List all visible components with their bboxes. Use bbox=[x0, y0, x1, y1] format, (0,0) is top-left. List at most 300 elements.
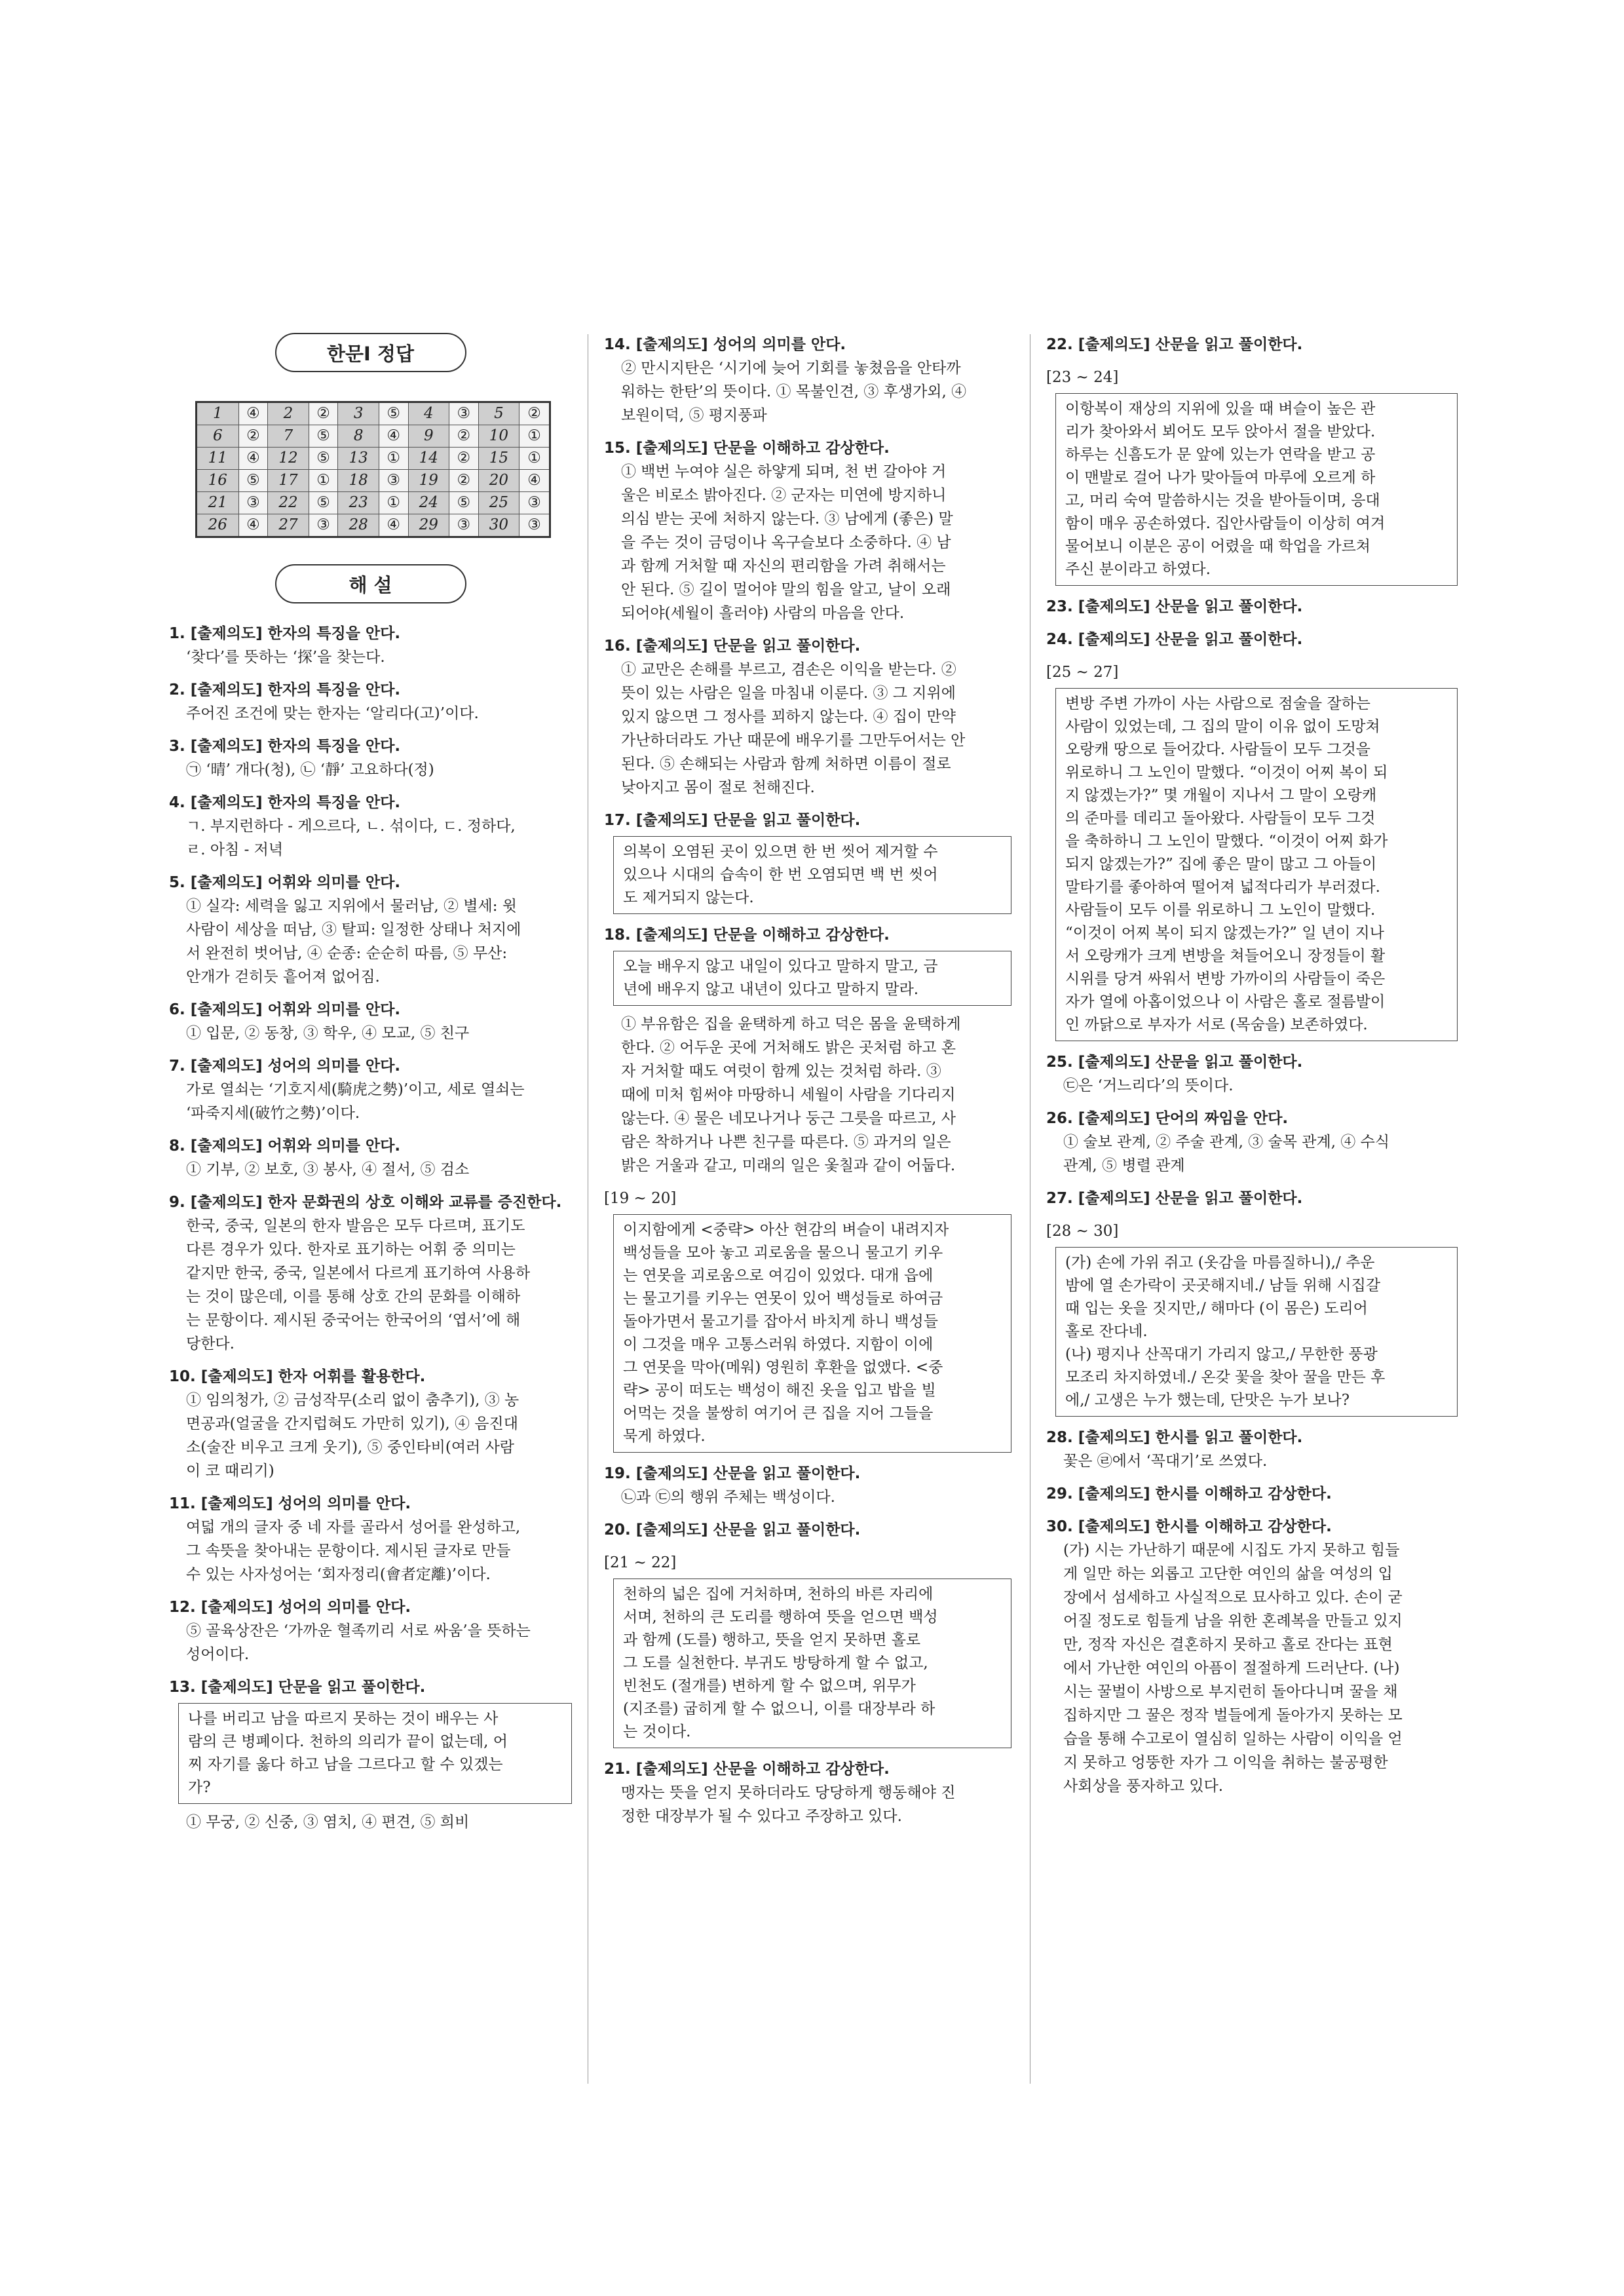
question-heading: 8. [출제의도] 어휘와 의미를 안다. bbox=[169, 1138, 401, 1155]
question-heading: 27. [출제의도] 산문을 읽고 풀이한다. bbox=[1046, 1190, 1303, 1207]
commentary-item bbox=[1046, 628, 1458, 651]
commentary-item bbox=[1046, 333, 1458, 356]
explanation-line: 워하는 한탄’의 뜻이다. ① 목불인견, ③ 후생가외, ④ bbox=[621, 383, 967, 400]
question-heading: 21. [출제의도] 산문을 이해하고 감상한다. bbox=[604, 1761, 890, 1778]
question-heading: 13. [출제의도] 단문을 읽고 풀이한다. bbox=[169, 1679, 426, 1696]
answer-choice: ⑤ bbox=[379, 402, 408, 425]
explanation-line: 이 코 때리기) bbox=[186, 1463, 274, 1480]
commentary-item bbox=[1046, 1482, 1458, 1506]
translation-line: 리가 찾아와서 뵈어도 모두 앉아서 절을 받았다. bbox=[1065, 423, 1376, 440]
commentary-item bbox=[1046, 660, 1458, 1041]
explanation-line: ① 실각: 세력을 잃고 지위에서 물러남, ② 별세: 윗 bbox=[186, 898, 518, 915]
explanation-text bbox=[1046, 1074, 1458, 1098]
answer-choice: ④ bbox=[379, 514, 408, 537]
explanation-line: 수 있는 사자성어는 ‘회자정리(會者定離)’이다. bbox=[186, 1566, 491, 1583]
translation-line: 인 까닭으로 부자가 서로 (목숨을) 보존하였다. bbox=[1065, 1016, 1368, 1033]
answer-choice: ③ bbox=[519, 514, 550, 537]
question-number: 26 bbox=[197, 514, 239, 537]
question-number: 8 bbox=[338, 425, 379, 448]
translation-line: 그 연못을 막아(메워) 영원히 후환을 없앴다. <중 bbox=[623, 1359, 943, 1376]
answer-choice: ① bbox=[519, 448, 550, 470]
answer-choice: ② bbox=[519, 402, 550, 425]
translation-line: 있으나 시대의 습속이 한 번 오염되면 백 번 씻어 bbox=[623, 866, 938, 883]
explanation-line: ① 교만은 손해를 부르고, 겸손은 이익을 받는다. ② bbox=[621, 661, 956, 678]
explanation-line: ⑤ 골육상잔은 ‘가까운 혈족끼리 서로 싸움’을 뜻하는 bbox=[186, 1622, 531, 1639]
explanation-line: ㉠ ‘晴’ 개다(청), ㉡ ‘靜’ 고요하다(정) bbox=[186, 761, 434, 778]
explanation-line: ㄹ. 아침 - 저녁 bbox=[186, 841, 284, 858]
question-heading: 9. [출제의도] 한자 문화권의 상호 이해와 교류를 증진한다. bbox=[169, 1194, 562, 1211]
explanation-line: 서 완전히 벗어남, ④ 순종: 순순히 따름, ⑤ 무산: bbox=[186, 945, 508, 962]
commentary-item bbox=[604, 1518, 1011, 1542]
translation-box bbox=[613, 1578, 1011, 1748]
explanation-line: ① 기부, ② 보호, ③ 봉사, ④ 절서, ⑤ 검소 bbox=[186, 1161, 470, 1178]
explanation-line: 는 문항이다. 제시된 중국어는 한국어의 ‘엽서’에 해 bbox=[186, 1312, 521, 1329]
page-title: 한문Ⅰ 정답 bbox=[275, 333, 466, 372]
answer-choice: ① bbox=[379, 492, 408, 514]
explanation-line: ① 입문, ② 동창, ③ 학우, ④ 모교, ⑤ 친구 bbox=[186, 1025, 470, 1042]
answer-choice: ③ bbox=[238, 492, 268, 514]
explanation-line: ㉡과 ㉢의 행위 주체는 백성이다. bbox=[621, 1489, 835, 1506]
question-heading: 23. [출제의도] 산문을 읽고 풀이한다. bbox=[1046, 598, 1303, 615]
explanation-line: 된다. ⑤ 손해되는 사람과 함께 처하면 이름이 절로 bbox=[621, 756, 951, 773]
answer-choice: ② bbox=[238, 425, 268, 448]
explanation-line: 같지만 한국, 중국, 일본에서 다르게 표기하여 사용하 bbox=[186, 1265, 531, 1282]
translation-line: (나) 평지나 산꼭대기 가리지 않고,/ 무한한 풍광 bbox=[1065, 1346, 1378, 1363]
translation-line: 돌아가면서 물고기를 잡아서 바치게 하니 백성들 bbox=[623, 1313, 938, 1330]
explanation-line: 한다. ② 어두운 곳에 거처해도 밝은 곳처럼 하고 혼 bbox=[621, 1039, 956, 1056]
explanation-line: 에서 가난한 여인의 아픔이 절절하게 드러난다. (나) bbox=[1063, 1660, 1400, 1677]
question-heading: 15. [출제의도] 단문을 이해하고 감상한다. bbox=[604, 440, 890, 457]
answer-choice: ② bbox=[449, 425, 479, 448]
translation-line: 백성들을 모아 놓고 괴로움을 물으니 물고기 키우 bbox=[623, 1244, 943, 1261]
question-number: 9 bbox=[408, 425, 449, 448]
question-number: 24 bbox=[408, 492, 449, 514]
question-heading: 10. [출제의도] 한자 어휘를 활용한다. bbox=[169, 1368, 426, 1385]
answer-table bbox=[195, 401, 551, 538]
translation-line: 는 것이다. bbox=[623, 1723, 691, 1740]
translation-line: 나를 버리고 남을 따르지 못하는 것이 배우는 사 bbox=[188, 1710, 499, 1727]
question-number: 27 bbox=[268, 514, 309, 537]
question-heading: 17. [출제의도] 단문을 읽고 풀이한다. bbox=[604, 812, 861, 829]
commentary-item bbox=[604, 1757, 1011, 1828]
answer-choice: ② bbox=[309, 402, 338, 425]
explanation-line: 성어이다. bbox=[186, 1646, 250, 1663]
question-heading: 3. [출제의도] 한자의 특징을 안다. bbox=[169, 738, 401, 755]
translation-line: 이항복이 재상의 지위에 있을 때 벼슬이 높은 관 bbox=[1065, 400, 1376, 417]
answer-choice: ① bbox=[309, 470, 338, 492]
explanation-text bbox=[169, 1810, 572, 1834]
question-heading: 16. [출제의도] 단문을 읽고 풀이한다. bbox=[604, 638, 861, 655]
explanation-line: 때에 미처 힘써야 마땅하니 세월이 사람을 기다리지 bbox=[621, 1086, 956, 1103]
translation-box bbox=[613, 951, 1011, 1006]
answer-choice: ④ bbox=[238, 514, 268, 537]
explanation-text bbox=[169, 758, 572, 782]
explanation-line: 울은 비로소 밝아진다. ② 군자는 미연에 방지하니 bbox=[621, 487, 947, 504]
question-number: 23 bbox=[338, 492, 379, 514]
translation-line: 오랑캐 땅으로 들어갔다. 사람들이 모두 그것을 bbox=[1065, 741, 1371, 758]
explanation-line: 람은 착하거나 나쁜 친구를 따른다. ⑤ 과거의 일은 bbox=[621, 1134, 951, 1151]
answer-choice: ③ bbox=[379, 470, 408, 492]
question-number: 1 bbox=[197, 402, 239, 425]
explanation-line: 맹자는 뜻을 얻지 못하더라도 당당하게 행동해야 진 bbox=[621, 1784, 956, 1801]
commentary-item bbox=[169, 998, 572, 1045]
question-number: 13 bbox=[338, 448, 379, 470]
translation-line: 변방 주변 가까이 사는 사람으로 점술을 잘하는 bbox=[1065, 695, 1371, 712]
answer-row bbox=[197, 448, 550, 470]
question-number: 4 bbox=[408, 402, 449, 425]
commentary-list-middle bbox=[604, 333, 1011, 1828]
passage-range: [28 ~ 30] bbox=[1046, 1223, 1119, 1240]
explanation-line: ① 임의청가, ② 금성작무(소리 없이 춤추기), ③ 농 bbox=[186, 1392, 519, 1409]
commentary-item bbox=[1046, 1515, 1458, 1798]
answer-choice: ③ bbox=[449, 514, 479, 537]
question-number: 7 bbox=[268, 425, 309, 448]
question-heading: 2. [출제의도] 한자의 특징을 안다. bbox=[169, 681, 401, 698]
commentary-item bbox=[604, 634, 1011, 799]
translation-line: 오늘 배우지 않고 내일이 있다고 말하지 말고, 금 bbox=[623, 958, 938, 975]
commentary-item bbox=[1046, 1426, 1458, 1473]
explanation-line: 습을 통해 수고로이 열심히 일하는 사람이 이익을 얻 bbox=[1063, 1731, 1403, 1748]
answer-choice: ② bbox=[449, 470, 479, 492]
explanation-line: 을 주는 것이 금덩이나 옥구슬보다 소중하다. ④ 남 bbox=[621, 534, 951, 551]
translation-line: 시위를 당겨 싸워서 변방 가까이의 사람들이 죽은 bbox=[1065, 970, 1386, 987]
explanation-line: 안개가 걷히듯 흩어져 없어짐. bbox=[186, 968, 380, 985]
translation-line: 홀로 잔다네. bbox=[1065, 1323, 1148, 1340]
question-number: 2 bbox=[268, 402, 309, 425]
translation-line: 고, 머리 숙여 말씀하시는 것을 받아들이며, 응대 bbox=[1065, 492, 1380, 509]
passage-range: [25 ~ 27] bbox=[1046, 664, 1119, 681]
commentary-item bbox=[1046, 1219, 1458, 1417]
commentary-item bbox=[604, 1187, 1011, 1453]
question-heading: 25. [출제의도] 산문을 읽고 풀이한다. bbox=[1046, 1054, 1303, 1071]
explanation-line: ① 무궁, ② 신중, ③ 염치, ④ 편견, ⑤ 희비 bbox=[186, 1814, 470, 1831]
answer-choice: ③ bbox=[449, 402, 479, 425]
answer-choice: ④ bbox=[379, 425, 408, 448]
translation-line: 말타기를 좋아하여 떨어져 넓적다리가 부러졌다. bbox=[1065, 879, 1380, 896]
translation-box bbox=[613, 1214, 1011, 1453]
commentary-item bbox=[1046, 366, 1458, 586]
explanation-line: ① 백번 누여야 실은 하얗게 되며, 천 번 갈아야 거 bbox=[621, 463, 947, 480]
explanation-line: 한국, 중국, 일본의 한자 발음은 모두 다르며, 표기도 bbox=[186, 1217, 525, 1234]
translation-line: 자가 열에 아홉이었으나 이 사람은 홀로 절름발이 bbox=[1065, 993, 1386, 1010]
commentary-item bbox=[1046, 1107, 1458, 1177]
commentary-item bbox=[604, 1462, 1011, 1509]
question-heading: 18. [출제의도] 단문을 이해하고 감상한다. bbox=[604, 927, 890, 944]
explanation-line: 게 일만 하는 외롭고 고단한 여인의 삶을 여성의 입 bbox=[1063, 1565, 1393, 1582]
explanation-line: 어질 정도로 힘들게 남을 위한 혼례복을 만들고 있지 bbox=[1063, 1613, 1403, 1630]
explanation-text bbox=[604, 356, 1011, 427]
translation-line: 지 않겠는가?” 몇 개월이 지나서 그 말이 오랑캐 bbox=[1065, 787, 1377, 804]
translation-line: 는 연못을 괴로움으로 여김이 있었다. 대개 읍에 bbox=[623, 1267, 934, 1284]
translation-box bbox=[1055, 1247, 1458, 1417]
explanation-text bbox=[169, 1022, 572, 1045]
explanation-line: 가로 열쇠는 ‘기호지세(騎虎之勢)’이고, 세로 열쇠는 bbox=[186, 1081, 525, 1098]
question-heading: 14. [출제의도] 성어의 의미를 안다. bbox=[604, 336, 846, 353]
column-right bbox=[1046, 333, 1458, 1807]
explanation-line: 않는다. ④ 물은 네모나거나 둥근 그릇을 따르고, 사 bbox=[621, 1110, 956, 1127]
question-heading: 5. [출제의도] 어휘와 의미를 안다. bbox=[169, 874, 401, 891]
answer-choice: ④ bbox=[238, 448, 268, 470]
explanation-line: 관계, ⑤ 병렬 관계 bbox=[1063, 1157, 1185, 1174]
explanation-line: ① 부유함은 집을 윤택하게 하고 덕은 몸을 윤택하게 bbox=[621, 1016, 961, 1033]
commentary-item bbox=[1046, 1050, 1458, 1098]
question-heading: 4. [출제의도] 한자의 특징을 안다. bbox=[169, 794, 401, 811]
translation-line: 천하의 넓은 집에 거처하며, 천하의 바른 자리에 bbox=[623, 1586, 934, 1603]
explanation-line: 면공과(얼굴을 간지럽혀도 가만히 있기), ④ 음진대 bbox=[186, 1415, 518, 1432]
answer-choice: ④ bbox=[238, 402, 268, 425]
translation-line: 는 물고기를 키우는 연못이 있어 백성들로 하여금 bbox=[623, 1290, 943, 1307]
translation-line: 도 제거되지 않는다. bbox=[623, 889, 754, 906]
explanation-line: 되어야(세월이 흘러야) 사람의 마음을 안다. bbox=[621, 605, 905, 622]
commentary-item bbox=[169, 1492, 572, 1586]
column-left bbox=[169, 333, 572, 1843]
translation-line: 그 도를 실천한다. 부귀도 방탕하게 할 수 없고, bbox=[623, 1655, 928, 1672]
explanation-text bbox=[604, 1485, 1011, 1509]
commentary-item bbox=[169, 1365, 572, 1483]
translation-box bbox=[178, 1703, 572, 1804]
explanation-line: 사회상을 풍자하고 있다. bbox=[1063, 1778, 1224, 1795]
translation-line: 어먹는 것을 불쌍히 여기어 큰 집을 지어 그들을 bbox=[623, 1405, 934, 1422]
commentary-item bbox=[604, 333, 1011, 427]
question-number: 19 bbox=[408, 470, 449, 492]
explanation-text bbox=[604, 460, 1011, 625]
explanation-line: 는 것이 많은데, 이를 통해 상호 간의 문화를 이해하 bbox=[186, 1288, 521, 1305]
explanation-line: 당한다. bbox=[186, 1335, 235, 1352]
commentary-item bbox=[604, 436, 1011, 625]
answer-row bbox=[197, 470, 550, 492]
translation-box bbox=[1055, 688, 1458, 1041]
explanation-line: ‘찾다’를 뜻하는 ‘探’을 찾는다. bbox=[186, 649, 385, 666]
answer-choice: ③ bbox=[309, 514, 338, 537]
question-number: 12 bbox=[268, 448, 309, 470]
question-heading: 19. [출제의도] 산문을 읽고 풀이한다. bbox=[604, 1465, 861, 1482]
question-number: 16 bbox=[197, 470, 239, 492]
explanation-line: 꽃은 ㉣에서 ‘꼭대기’로 쓰였다. bbox=[1063, 1453, 1268, 1470]
commentary-item bbox=[169, 1134, 572, 1181]
answer-row bbox=[197, 514, 550, 537]
translation-line: 밤에 열 손가락이 곳곳해지네./ 남들 위해 시집갈 bbox=[1065, 1277, 1381, 1294]
question-number: 22 bbox=[268, 492, 309, 514]
commentary-item bbox=[1046, 595, 1458, 619]
question-heading: 6. [출제의도] 어휘와 의미를 안다. bbox=[169, 1001, 401, 1018]
commentary-item bbox=[169, 735, 572, 782]
explanation-text bbox=[604, 1012, 1011, 1177]
translation-line: 이 그것을 매우 고통스러워 하였다. 지함이 이에 bbox=[623, 1336, 934, 1353]
answer-choice: ④ bbox=[519, 470, 550, 492]
answer-choice: ③ bbox=[519, 492, 550, 514]
question-number: 10 bbox=[478, 425, 519, 448]
translation-line: 서며, 천하의 큰 도리를 행하여 뜻을 얻으면 백성 bbox=[623, 1609, 938, 1626]
question-number: 28 bbox=[338, 514, 379, 537]
explanation-line: 보원이덕, ⑤ 평지풍파 bbox=[621, 407, 767, 424]
explanation-line: 주어진 조건에 맞는 한자는 ‘알리다(고)’이다. bbox=[186, 705, 479, 722]
question-number: 15 bbox=[478, 448, 519, 470]
explanation-line: 여덟 개의 글자 중 네 자를 골라서 성어를 완성하고, bbox=[186, 1519, 521, 1536]
explanation-line: 사람이 세상을 떠남, ③ 탈피: 일정한 상태나 처지에 bbox=[186, 921, 521, 938]
explanation-text bbox=[169, 1214, 572, 1356]
commentary-item bbox=[169, 871, 572, 989]
question-heading: 30. [출제의도] 한시를 이해하고 감상한다. bbox=[1046, 1518, 1332, 1535]
translation-line: “이것이 어찌 복이 되지 않겠는가?” 일 년이 지나 bbox=[1065, 925, 1384, 942]
answer-choice: ⑤ bbox=[449, 492, 479, 514]
commentary-item bbox=[169, 1675, 572, 1834]
question-number: 14 bbox=[408, 448, 449, 470]
explanation-line: 자 거처할 때도 여럿이 함께 있는 것처럼 하라. ③ bbox=[621, 1063, 941, 1080]
explanation-text bbox=[1046, 1130, 1458, 1177]
explanation-line: (가) 시는 가난하기 때문에 시집도 가지 못하고 힘들 bbox=[1063, 1542, 1400, 1559]
question-number: 29 bbox=[408, 514, 449, 537]
translation-line: 위로하니 그 노인이 말했다. “이것이 어찌 복이 되 bbox=[1065, 764, 1388, 781]
commentary-item bbox=[169, 1596, 572, 1666]
explanation-line: 낮아지고 몸이 절로 천해진다. bbox=[621, 779, 815, 796]
question-number: 3 bbox=[338, 402, 379, 425]
translation-box bbox=[613, 836, 1011, 914]
passage-range: [19 ~ 20] bbox=[604, 1190, 677, 1207]
question-number: 5 bbox=[478, 402, 519, 425]
explanation-line: 장에서 섬세하고 사실적으로 묘사하고 있다. 손이 굳 bbox=[1063, 1589, 1403, 1606]
explanation-line: 과 함께 거처할 때 자신의 편리함을 가려 취해서는 bbox=[621, 558, 946, 575]
answer-choice: ⑤ bbox=[309, 492, 338, 514]
explanation-line: ‘파죽지세(破竹之勢)’이다. bbox=[186, 1105, 360, 1122]
translation-line: 사람들이 모두 이를 위로하니 그 노인이 말했다. bbox=[1065, 902, 1376, 919]
question-number: 6 bbox=[197, 425, 239, 448]
translation-line: 빈천도 (절개를) 변하게 할 수 없으며, 위무가 bbox=[623, 1677, 916, 1694]
commentary-title: 해 설 bbox=[275, 564, 466, 603]
explanation-text bbox=[169, 1078, 572, 1125]
commentary-list-right bbox=[1046, 333, 1458, 1798]
question-number: 18 bbox=[338, 470, 379, 492]
question-heading: 22. [출제의도] 산문을 읽고 풀이한다. bbox=[1046, 336, 1303, 353]
explanation-text bbox=[604, 658, 1011, 799]
column-middle bbox=[604, 333, 1011, 1837]
translation-line: 주신 분이라고 하였다. bbox=[1065, 561, 1211, 578]
commentary-item bbox=[1046, 1187, 1458, 1210]
explanation-line: 있지 않으면 그 정사를 꾀하지 않는다. ④ 집이 만약 bbox=[621, 708, 956, 725]
answer-row bbox=[197, 402, 550, 425]
explanation-text bbox=[169, 1158, 572, 1181]
explanation-text bbox=[169, 1619, 572, 1666]
explanation-text bbox=[1046, 1539, 1458, 1798]
explanation-text bbox=[169, 894, 572, 989]
explanation-line: 안 된다. ⑤ 길이 멀어야 말의 힘을 알고, 날이 오래 bbox=[621, 581, 951, 598]
question-number: 20 bbox=[478, 470, 519, 492]
explanation-text bbox=[169, 645, 572, 669]
question-number: 11 bbox=[197, 448, 239, 470]
translation-line: 가? bbox=[188, 1779, 211, 1796]
translation-line: 을 축하하니 그 노인이 말했다. “이것이 어찌 화가 bbox=[1065, 833, 1388, 850]
commentary-item bbox=[604, 923, 1011, 1177]
explanation-line: 다른 경우가 있다. 한자로 표기하는 어휘 중 의미는 bbox=[186, 1241, 516, 1258]
answer-choice: ① bbox=[379, 448, 408, 470]
question-heading: 24. [출제의도] 산문을 읽고 풀이한다. bbox=[1046, 631, 1303, 648]
translation-line: 모조리 차지하였네./ 온갖 꽃을 찾아 꿀을 만든 후 bbox=[1065, 1369, 1386, 1386]
answer-row bbox=[197, 492, 550, 514]
translation-line: 이지함에게 <중략> 아산 현감의 벼슬이 내려지자 bbox=[623, 1221, 949, 1238]
explanation-line: ① 술보 관계, ② 주술 관계, ③ 술목 관계, ④ 수식 bbox=[1063, 1134, 1390, 1151]
answer-choice: ⑤ bbox=[309, 448, 338, 470]
explanation-line: 정한 대장부가 될 수 있다고 주장하고 있다. bbox=[621, 1808, 902, 1825]
commentary-item bbox=[169, 622, 572, 669]
question-number: 17 bbox=[268, 470, 309, 492]
question-heading: 11. [출제의도] 성어의 의미를 안다. bbox=[169, 1495, 411, 1512]
translation-line: 묵게 하였다. bbox=[623, 1428, 706, 1445]
translation-line: 함이 매우 공손하였다. 집안사람들이 이상히 여겨 bbox=[1065, 515, 1386, 532]
question-heading: 26. [출제의도] 단어의 짜임을 안다. bbox=[1046, 1110, 1289, 1127]
translation-line: 의복이 오염된 곳이 있으면 한 번 씻어 제거할 수 bbox=[623, 843, 938, 860]
question-heading: 20. [출제의도] 산문을 읽고 풀이한다. bbox=[604, 1521, 861, 1539]
explanation-line: 소(술잔 비우고 크게 웃기), ⑤ 중인타비(여러 사람 bbox=[186, 1439, 515, 1456]
explanation-line: 뜻이 있는 사람은 일을 마침내 이룬다. ③ 그 지위에 bbox=[621, 685, 956, 702]
question-heading: 28. [출제의도] 한시를 읽고 풀이한다. bbox=[1046, 1429, 1303, 1446]
commentary-item bbox=[169, 678, 572, 725]
explanation-line: 밝은 거울과 같고, 미래의 일은 옻칠과 같이 어둡다. bbox=[621, 1157, 956, 1174]
explanation-line: 의심 받는 곳에 처하지 않는다. ③ 남에게 (좋은) 말 bbox=[621, 510, 953, 527]
answer-choice: ⑤ bbox=[238, 470, 268, 492]
translation-line: (지조를) 굽히게 할 수 없으니, 이를 대장부라 하 bbox=[623, 1700, 935, 1717]
translation-line: 이 맨발로 걸어 나가 맞아들여 마루에 오르게 하 bbox=[1065, 469, 1376, 486]
explanation-text bbox=[169, 814, 572, 862]
translation-line: 사람이 있었는데, 그 집의 말이 이유 없이 도망쳐 bbox=[1065, 718, 1380, 735]
explanation-text bbox=[1046, 1449, 1458, 1473]
question-number: 25 bbox=[478, 492, 519, 514]
commentary-list-left bbox=[169, 622, 572, 1834]
translation-line: 하루는 신흠도가 문 앞에 있는가 연락을 받고 공 bbox=[1065, 446, 1376, 463]
answer-choice: ⑤ bbox=[309, 425, 338, 448]
translation-line: 략> 공이 떠도는 백성이 해진 옷을 입고 밥을 빌 bbox=[623, 1382, 936, 1399]
question-number: 30 bbox=[478, 514, 519, 537]
question-heading: 12. [출제의도] 성어의 의미를 안다. bbox=[169, 1599, 411, 1616]
commentary-item bbox=[169, 791, 572, 862]
explanation-text bbox=[169, 1516, 572, 1586]
commentary-item bbox=[169, 1054, 572, 1125]
translation-line: 물어보니 이분은 공이 어렸을 때 학업을 가르쳐 bbox=[1065, 538, 1371, 555]
question-heading: 29. [출제의도] 한시를 이해하고 감상한다. bbox=[1046, 1485, 1332, 1502]
answer-choice: ② bbox=[449, 448, 479, 470]
explanation-text bbox=[169, 702, 572, 725]
translation-line: 에,/ 고생은 누가 했는데, 단맛은 누가 보나? bbox=[1065, 1392, 1350, 1409]
explanation-text bbox=[604, 1781, 1011, 1828]
passage-range: [23 ~ 24] bbox=[1046, 369, 1119, 386]
question-number: 21 bbox=[197, 492, 239, 514]
translation-line: 의 준마를 데리고 돌아왔다. 사람들이 모두 그것 bbox=[1065, 810, 1376, 827]
translation-line: 람의 큰 병폐이다. 천하의 의리가 끝이 없는데, 어 bbox=[188, 1733, 508, 1750]
explanation-line: ② 만시지탄은 ‘시기에 늦어 기회를 놓쳤음을 안타까 bbox=[621, 360, 961, 377]
translation-line: 서 오랑캐가 크게 변방을 쳐들어오니 장정들이 활 bbox=[1065, 947, 1386, 965]
explanation-line: 시는 꿀벌이 사방으로 부지런히 돌아다니며 꿀을 채 bbox=[1063, 1683, 1398, 1700]
commentary-item bbox=[169, 1191, 572, 1356]
question-heading: 1. [출제의도] 한자의 특징을 안다. bbox=[169, 625, 401, 642]
translation-line: (가) 손에 가위 쥐고 (옷감을 마름질하니),/ 추운 bbox=[1065, 1254, 1375, 1271]
explanation-line: 가난하더라도 가난 때문에 배우기를 그만두어서는 안 bbox=[621, 732, 966, 749]
translation-line: 되지 않겠는가?” 집에 좋은 말이 많고 그 아들이 bbox=[1065, 856, 1377, 873]
question-heading: 7. [출제의도] 성어의 의미를 안다. bbox=[169, 1058, 401, 1075]
translation-box bbox=[1055, 393, 1458, 586]
answer-choice: ① bbox=[519, 425, 550, 448]
explanation-line: 지 못하고 엉뚱한 자가 그 이익을 취하는 불공평한 bbox=[1063, 1754, 1388, 1771]
explanation-text bbox=[169, 1388, 572, 1483]
explanation-line: 그 속뜻을 찾아내는 문항이다. 제시된 글자로 만들 bbox=[186, 1542, 511, 1559]
explanation-line: 만, 정작 자신은 결혼하지 못하고 홀로 잔다는 표현 bbox=[1063, 1636, 1393, 1653]
commentary-item bbox=[604, 1551, 1011, 1748]
commentary-item bbox=[604, 809, 1011, 914]
translation-line: 찌 자기를 옳다 하고 남을 그르다고 할 수 있겠는 bbox=[188, 1756, 503, 1773]
explanation-line: ㉢은 ‘거느리다’의 뜻이다. bbox=[1063, 1077, 1234, 1094]
translation-line: 과 함께 (도를) 행하고, 뜻을 얻지 못하면 홀로 bbox=[623, 1632, 921, 1649]
translation-line: 년에 배우지 않고 내년이 있다고 말하지 말라. bbox=[623, 981, 919, 998]
translation-line: 때 입는 옷을 짓지만,/ 해마다 (이 몸은) 도리어 bbox=[1065, 1300, 1368, 1317]
explanation-line: 집하지만 그 꿀은 정작 벌들에게 돌아가지 못하는 모 bbox=[1063, 1707, 1403, 1724]
answer-row bbox=[197, 425, 550, 448]
